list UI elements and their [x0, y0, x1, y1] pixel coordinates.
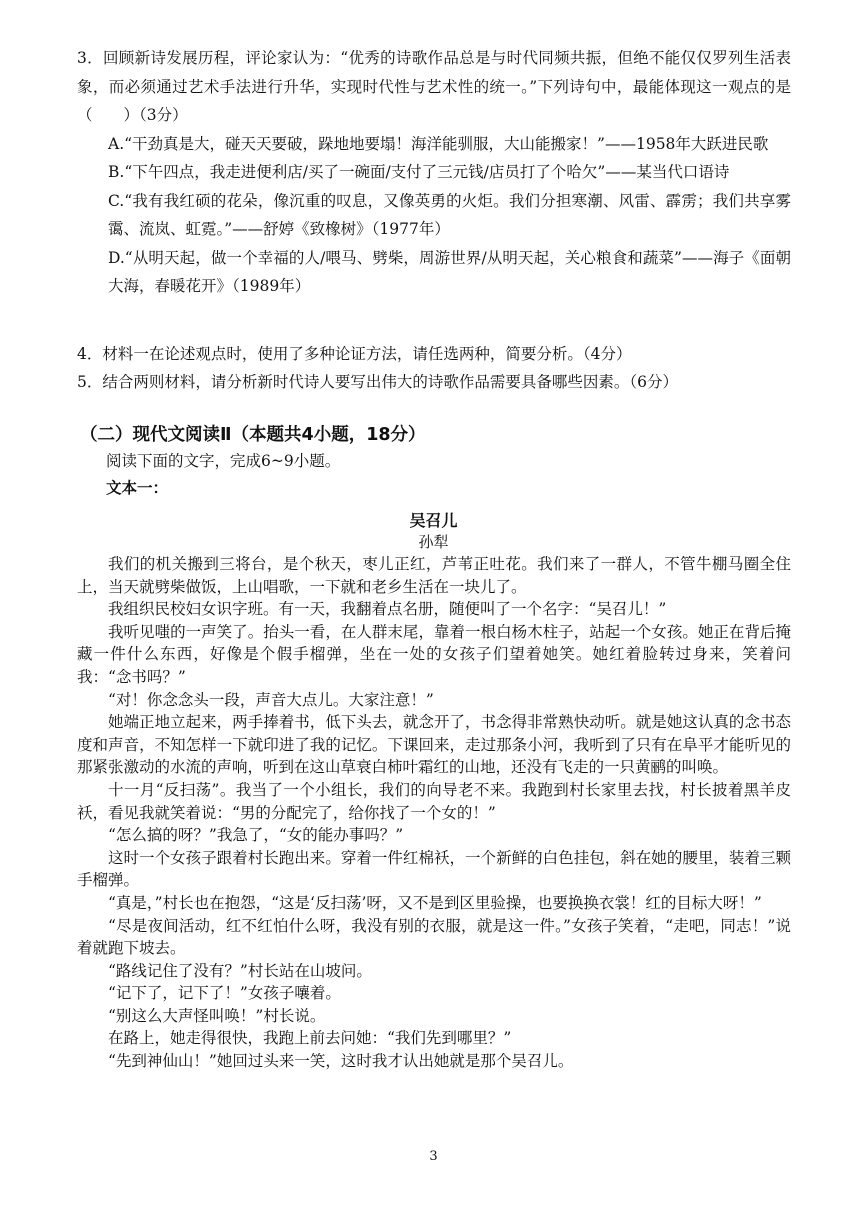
story-paragraph: “记下了，记下了！”女孩子嚷着。 [108, 984, 341, 1003]
story-paragraph: “路线记住了没有？”村长站在山坡问。 [108, 961, 372, 980]
story-title: 吴召儿 [409, 511, 458, 530]
option-c: C.“我有我红硕的花朵，像沉重的叹息，又像英勇的火炬。我们分担寒潮、风雷、霹雳；我们共享雾霭、流岚、虹霓。”——舒婷《致橡树》（1977年） [108, 191, 791, 238]
question-3 [77, 44, 791, 301]
question-5: 5．结合两则材料，请分析新时代诗人要写出伟大的诗歌作品需要具备哪些因素。（6分） [77, 373, 678, 391]
story-paragraph: “别这么大声怪叫唤！”村长说。 [108, 1006, 326, 1025]
page-number: 3 [429, 1149, 438, 1164]
story-paragraph: “怎么搞的呀？”我急了，“女的能办事吗？” [108, 826, 404, 845]
story-author: 孙犁 [418, 533, 449, 551]
story-paragraph: 十一月“反扫荡”。我当了一个小组长，我们的向导老不来。我跑到村长家里去找，村长披着黑羊皮袄，看见我就笑着说：“男的分配完了，给你找了一个女的！” [77, 780, 791, 822]
section-instruction: 阅读下面的文字，完成6~9小题。 [106, 452, 341, 470]
story-paragraph: “对！你念念头一段，声音大点儿。大家注意！” [108, 690, 434, 709]
story-paragraph: “先到神仙山！”她回过头来一笑，这时我才认出她就是那个吴召儿。 [108, 1052, 574, 1071]
story-paragraph: 我听见嗤的一声笑了。抬头一看，在人群末尾，靠着一根白杨木柱子，站起一个女孩。她正在背后掩藏一件什么东西，好像是个假手榴弹，坐在一处的女孩子们望着她笑。她红着脸转过身来，笑着问我：“念书吗？” [77, 622, 791, 686]
option-a: A.“干劲真是大，碰天天要破，跺地地要塌！海洋能驯服，大山能搬家！”——1958年大跃进民歌 [108, 134, 769, 153]
option-d: D.“从明天起，做一个幸福的人/喂马、劈柴，周游世界/从明天起，关心粮食和蔬菜”——海子《面朝大海，春暖花开》（1989年） [108, 248, 791, 295]
question-3-stem: 3．回顾新诗发展历程，评论家认为：“优秀的诗歌作品总是与时代同频共振，但绝不能仅仅罗列生活表象，而必须通过艺术手法进行升华，实现时代性与艺术性的统一。”下列诗句中，最能体现这一观点的是（ ）（3分） [77, 49, 791, 124]
story-paragraph: 她端正地立起来，两手捧着书，低下头去，就念开了，书念得非常熟快动听。就是她这认真的念书态度和声音，不知怎样一下就印进了我的记忆。下课回来，走过那条小河，我听到了只有在阜平才能听见的那紧张激动的水流的声响，听到在这山草衰白柿叶霜红的山地，还没有飞走的一只黄鹂的叫唤。 [77, 713, 791, 777]
story-paragraph: “尽是夜间活动，红不红怕什么呀，我没有别的衣服，就是这一件。”女孩子笑着，“走吧，同志！”说着就跑下坡去。 [77, 916, 791, 958]
question-4: 4．材料一在论述观点时，使用了多种论证方法，请任选两种，简要分析。（4分） [77, 345, 632, 363]
story-paragraph: 这时一个女孩子跟着村长跑出来。穿着一件红棉袄，一个新鲜的白色挂包，斜在她的腰里，装着三颗手榴弹。 [77, 848, 791, 890]
story-paragraph: 我组织民校妇女识字班。有一天，我翻着点名册，随便叫了一个名字：“吴召儿！” [108, 600, 667, 619]
story-body [77, 553, 791, 1073]
story-paragraph: “真是，”村长也在抱怨，“这是‘反扫荡’呀，又不是到区里验操，也要换换衣裳！红的目标大呀！” [108, 893, 762, 912]
story-paragraph: 我们的机关搬到三将台，是个秋天，枣儿正红，芦苇正吐花。我们来了一群人，不管牛棚马圈全住上，当天就劈柴做饭，上山唱歌，一下就和老乡生活在一块儿了。 [77, 555, 791, 596]
story-paragraph: 在路上，她走得很快，我跑上前去问她：“我们先到哪里？” [108, 1029, 512, 1048]
section-heading: （二）现代文阅读Ⅱ（本题共4小题，18分） [80, 425, 426, 445]
option-b: B.“下午四点，我走进便利店/买了一碗面/支付了三元钱/店员打了个哈欠”——某当代口语诗 [108, 163, 730, 181]
text-one-label: 文本一： [106, 479, 169, 497]
